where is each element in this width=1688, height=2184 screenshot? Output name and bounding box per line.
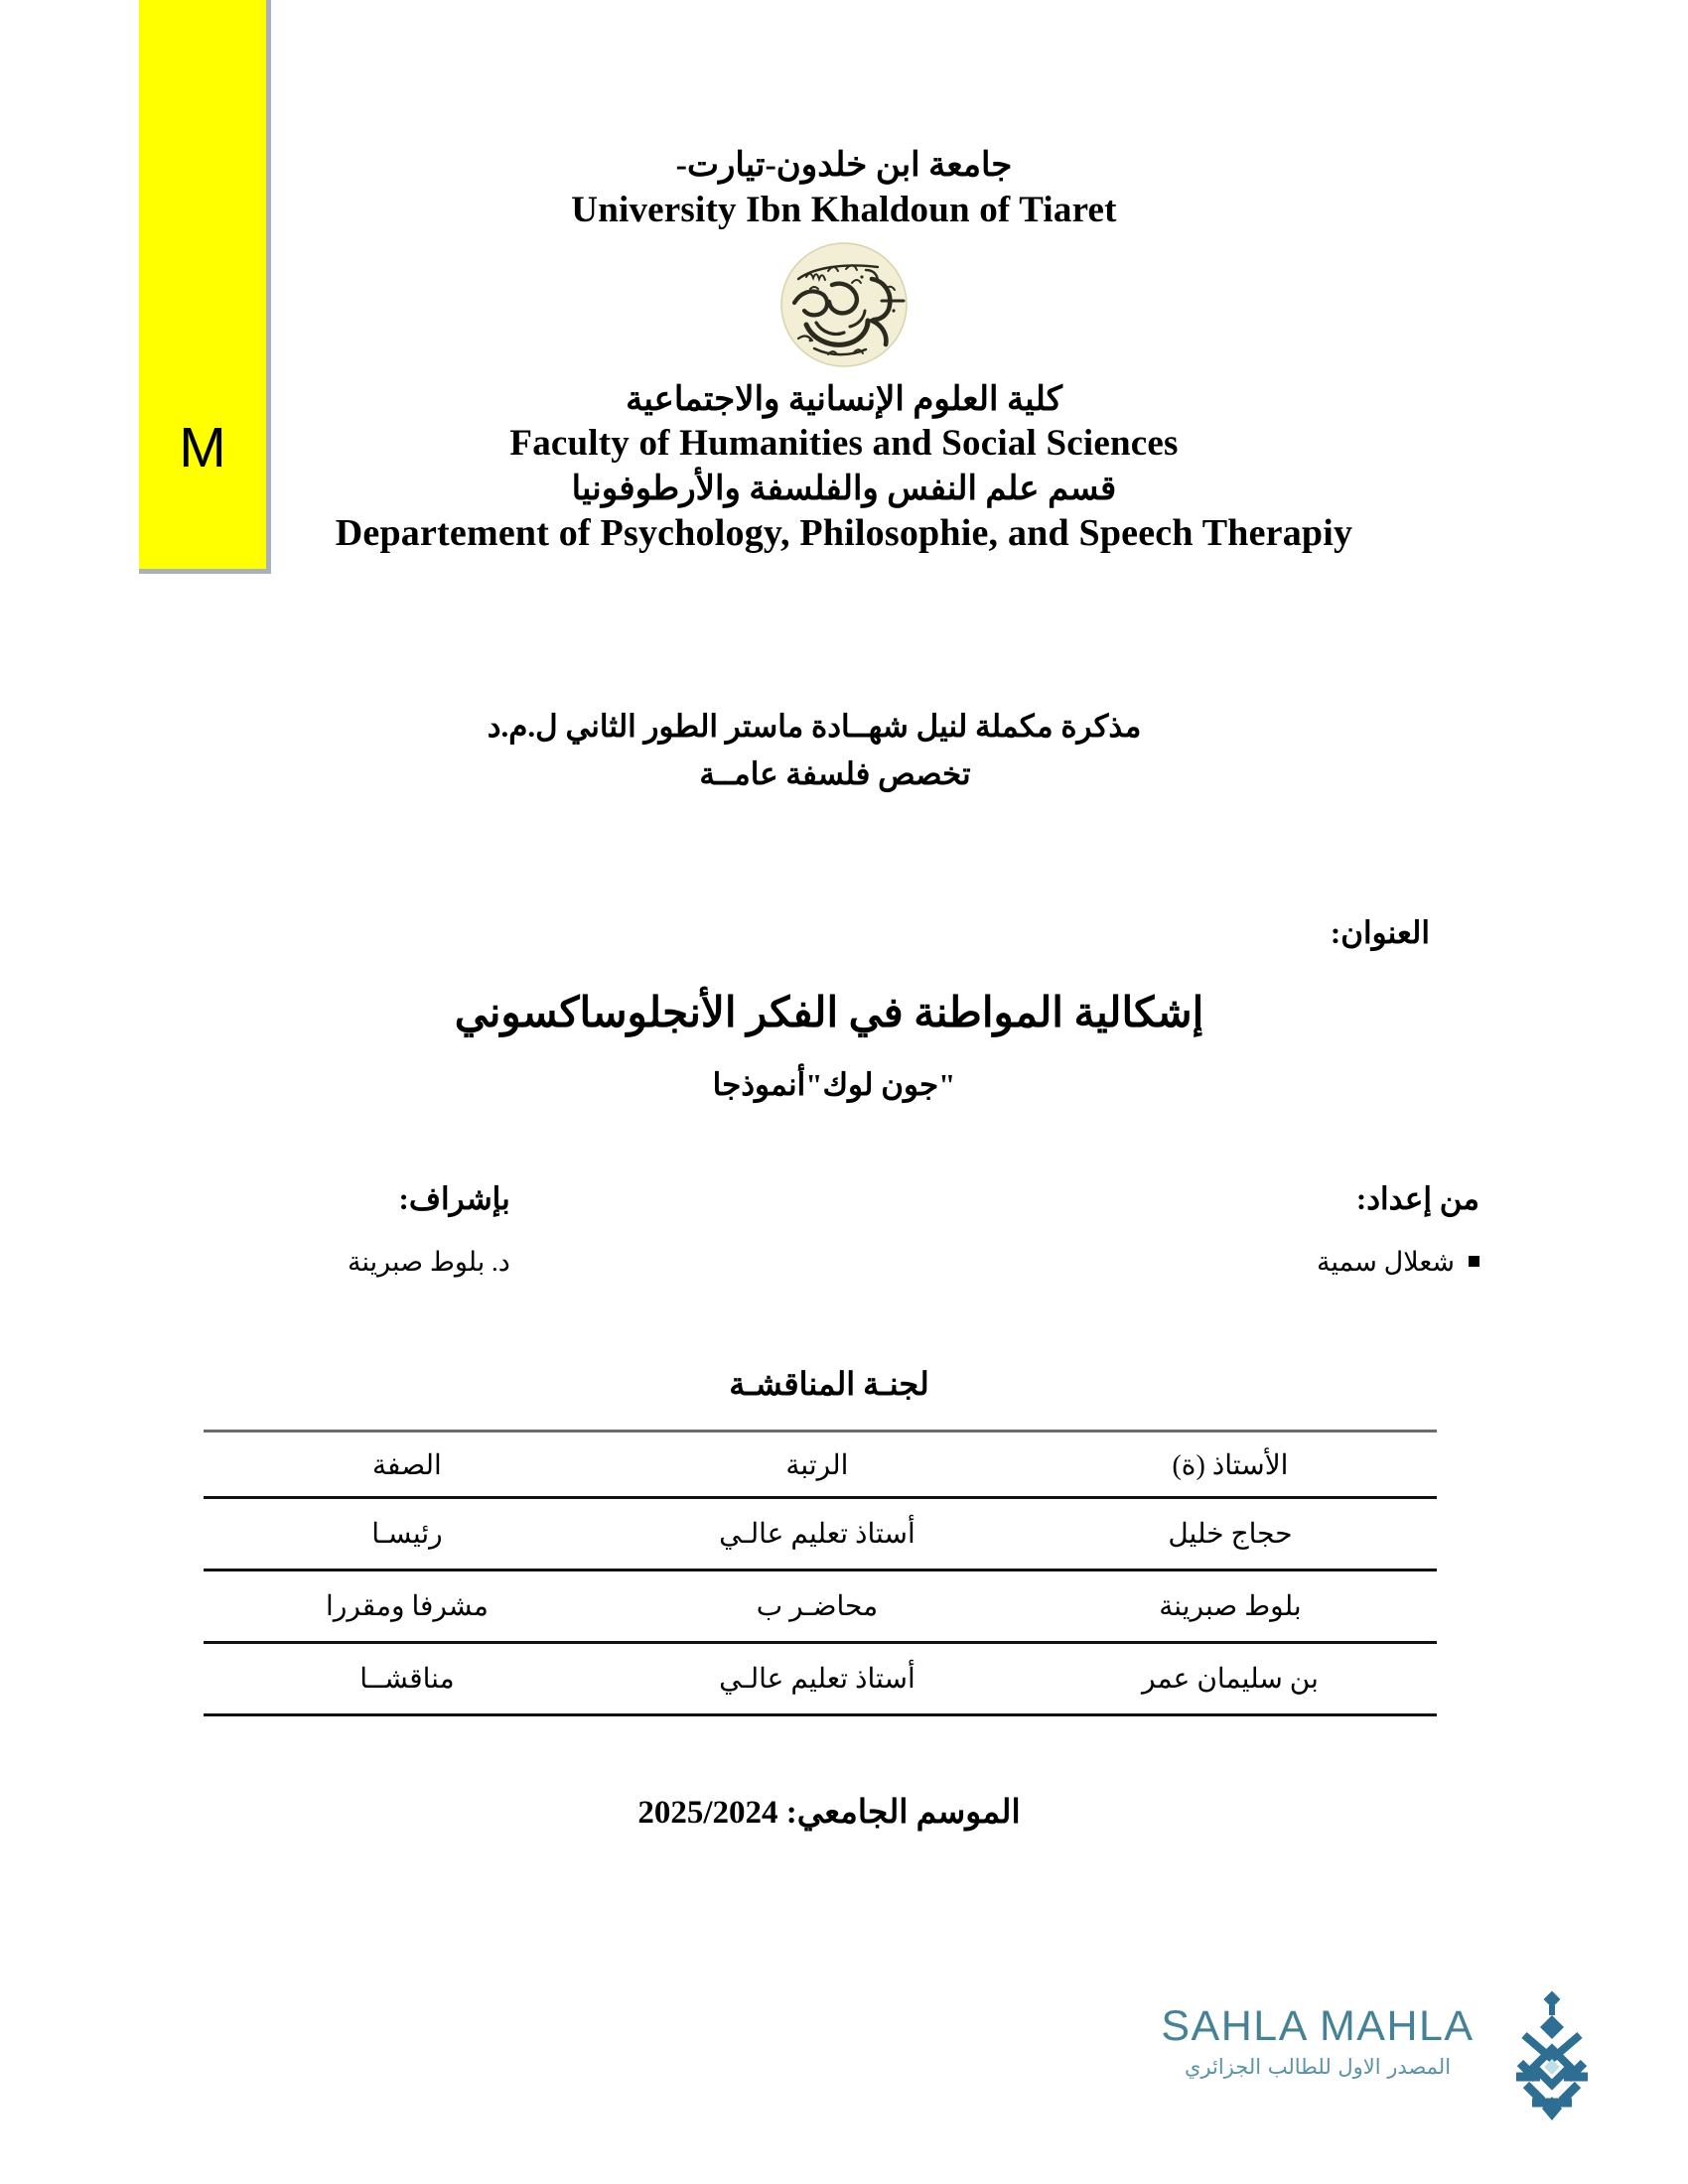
- committee-member-rank: أستاذ تعليم عالـي: [719, 1664, 915, 1695]
- committee-heading: لجنـة المناقشـة: [729, 1366, 929, 1402]
- committee-member-name: حجاج خليل: [1168, 1519, 1293, 1550]
- column-header-professor: الأستاذ (ة): [1172, 1450, 1289, 1481]
- faculty-name-arabic: كلية العلوم الإنسانية والاجتماعية: [626, 380, 1062, 418]
- title-label: العنوان:: [1330, 915, 1430, 950]
- thesis-subtitle: "جون لوك"أنموذجا: [712, 1067, 956, 1102]
- column-header-role: الصفة: [372, 1450, 442, 1481]
- watermark-text-group: [1120, 2002, 1515, 2079]
- faculty-name-english: Faculty of Humanities and Social Sciences: [509, 423, 1179, 465]
- author-label: من إعداد:: [1355, 1181, 1479, 1216]
- academic-year: الموسم الجامعي: 2025/2024: [637, 1795, 1021, 1831]
- university-name-english: University Ibn Khaldoun of Tiaret: [571, 189, 1117, 230]
- square-bullet-icon: [1469, 1256, 1479, 1267]
- supervisor-name: د. بلوط صبرينة: [348, 1247, 510, 1277]
- committee-member-role: رئيسـا: [371, 1519, 443, 1550]
- degree-line-2: تخصص فلسفة عامــة: [699, 756, 971, 792]
- watermark-tagline: المصدر الاول للطالب الجزائري: [1184, 2055, 1452, 2079]
- university-seal-icon: [755, 241, 933, 368]
- authorship-section: [179, 1181, 1509, 1310]
- supervisor-label: بإشراف:: [398, 1181, 510, 1216]
- committee-table-body: [204, 1498, 1437, 1715]
- table-row: [204, 1570, 1437, 1643]
- amazigh-diamond-ornament-icon: [1502, 1985, 1602, 2124]
- author-column: [1317, 1181, 1479, 1278]
- committee-table: [204, 1430, 1437, 1716]
- table-header-row: [204, 1432, 1437, 1498]
- author-name: شعلال سمية: [1317, 1247, 1455, 1277]
- department-name-arabic: قسم علم النفس والفلسفة والأرطوفونيا: [571, 470, 1117, 507]
- table-row: [204, 1498, 1437, 1570]
- committee-member-role: مناقشــا: [359, 1664, 455, 1695]
- committee-member-rank: أستاذ تعليم عالـي: [719, 1519, 915, 1550]
- committee-member-role: مشرفا ومقررا: [326, 1591, 489, 1622]
- watermark-brand-name: SAHLA MAHLA: [1161, 2002, 1475, 2050]
- table-row: [204, 1643, 1437, 1715]
- degree-statement: [179, 703, 1509, 798]
- document-header: [179, 144, 1509, 558]
- highlight-marker-letter: M: [179, 416, 226, 479]
- committee-table-head: [204, 1432, 1437, 1498]
- supervisor-column: [348, 1181, 510, 1278]
- committee-member-rank: محاضـر ب: [756, 1591, 879, 1622]
- committee-member-name: بلوط صبرينة: [1159, 1591, 1302, 1622]
- sahla-mahla-watermark: [1120, 1985, 1597, 2124]
- degree-line-1: مذكرة مكملة لنيل شهــادة ماستر الطور الثاني ل.م.د: [487, 709, 1142, 744]
- column-header-rank: الرتبة: [785, 1450, 849, 1481]
- department-name-english: Departement of Psychology, Philosophie, and Speech Therapiy: [335, 512, 1353, 555]
- thesis-title: إشكالية المواطنة في الفكر الأنجلوساكسوني: [454, 991, 1204, 1036]
- university-name-arabic: جامعة ابن خلدون-تيارت-: [675, 147, 1013, 184]
- author-name-row: [1317, 1247, 1479, 1278]
- committee-member-name: بن سليمان عمر: [1142, 1664, 1319, 1695]
